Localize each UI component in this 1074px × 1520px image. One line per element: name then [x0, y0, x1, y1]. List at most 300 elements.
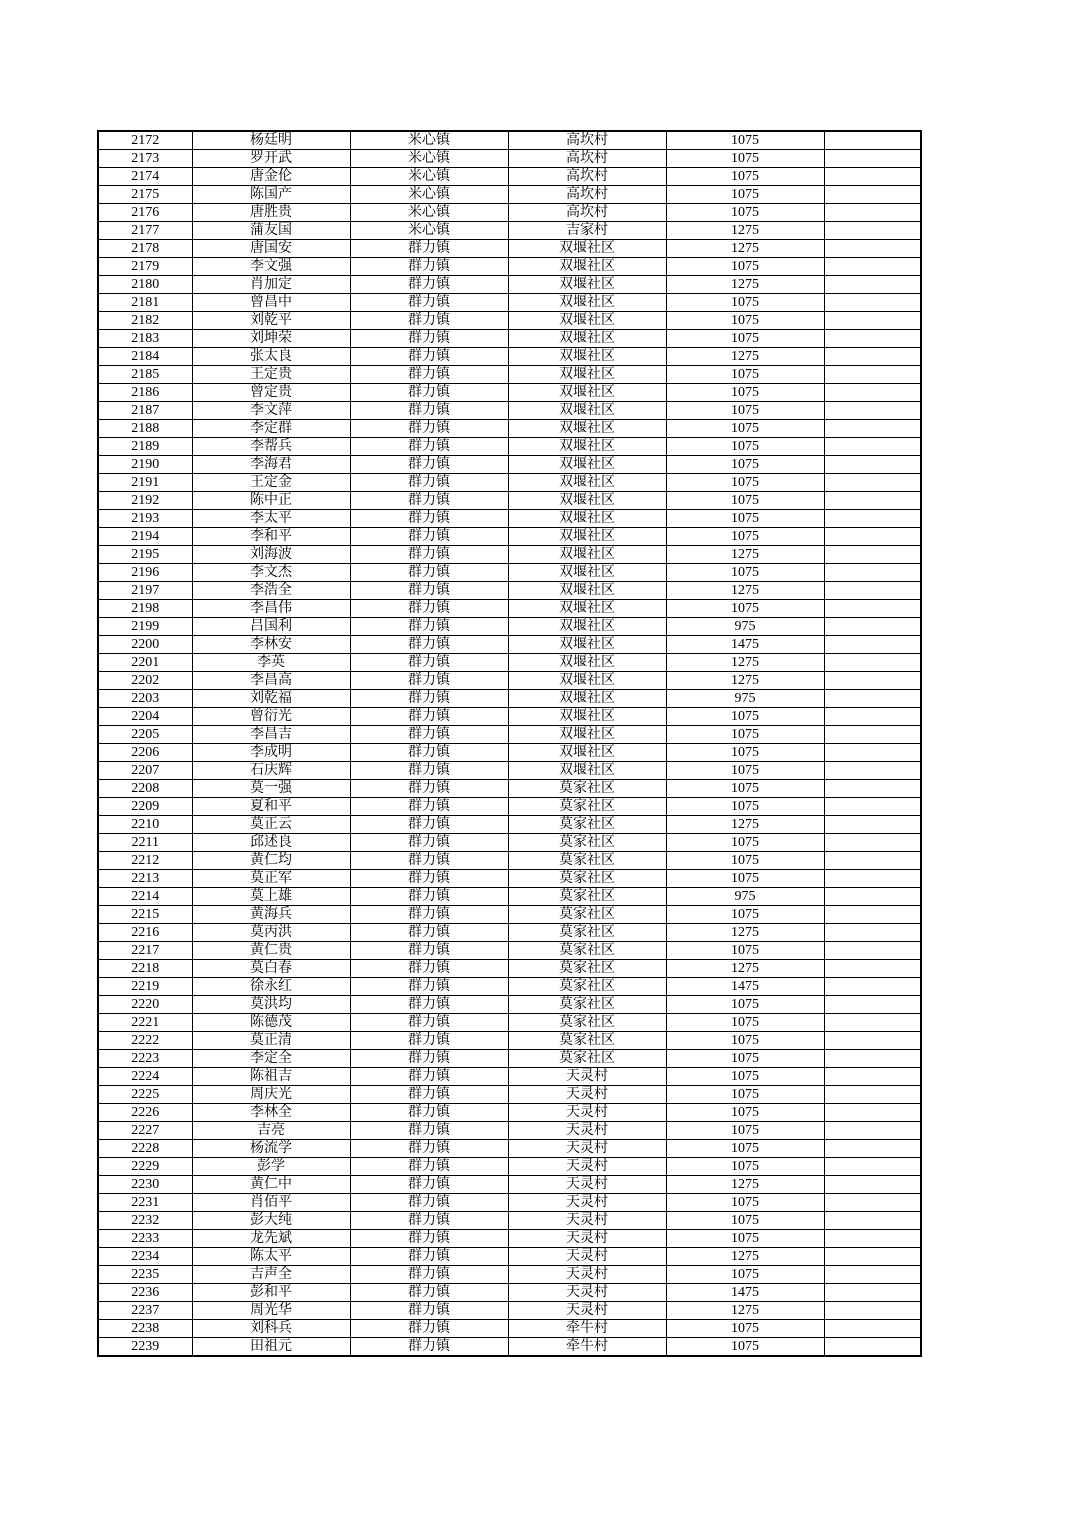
- table-row: [98, 978, 921, 996]
- remark-cell: [824, 348, 921, 366]
- amount-cell: 1075: [666, 492, 824, 510]
- row-number-cell: 2193: [98, 510, 192, 528]
- table-row: [98, 1122, 921, 1140]
- town-cell: 群力镇: [350, 618, 508, 636]
- row-number-cell: 2234: [98, 1248, 192, 1266]
- amount-cell: 1075: [666, 906, 824, 924]
- amount-cell: 1075: [666, 438, 824, 456]
- row-number-cell: 2215: [98, 906, 192, 924]
- remark-cell: [824, 222, 921, 240]
- town-cell: 群力镇: [350, 780, 508, 798]
- table-row: [98, 222, 921, 240]
- amount-cell: 1075: [666, 1140, 824, 1158]
- amount-cell: 1075: [666, 204, 824, 222]
- remark-cell: [824, 384, 921, 402]
- row-number-cell: 2232: [98, 1212, 192, 1230]
- table-row: [98, 186, 921, 204]
- village-cell: 天灵村: [508, 1122, 666, 1140]
- amount-cell: 1075: [666, 294, 824, 312]
- village-cell: 双堰社区: [508, 690, 666, 708]
- name-cell: 莫正军: [192, 870, 350, 888]
- amount-cell: 1075: [666, 726, 824, 744]
- amount-cell: 1275: [666, 654, 824, 672]
- village-cell: 双堰社区: [508, 600, 666, 618]
- row-number-cell: 2217: [98, 942, 192, 960]
- amount-cell: 1075: [666, 1104, 824, 1122]
- amount-cell: 1275: [666, 1176, 824, 1194]
- name-cell: 李定全: [192, 1050, 350, 1068]
- table-row: [98, 942, 921, 960]
- name-cell: 李文杰: [192, 564, 350, 582]
- town-cell: 群力镇: [350, 1320, 508, 1338]
- remark-cell: [824, 744, 921, 762]
- remark-cell: [824, 654, 921, 672]
- town-cell: 群力镇: [350, 1014, 508, 1032]
- village-cell: 天灵村: [508, 1158, 666, 1176]
- amount-cell: 1075: [666, 870, 824, 888]
- remark-cell: [824, 1212, 921, 1230]
- row-number-cell: 2221: [98, 1014, 192, 1032]
- village-cell: 双堰社区: [508, 762, 666, 780]
- table-row: [98, 654, 921, 672]
- town-cell: 群力镇: [350, 1050, 508, 1068]
- remark-cell: [824, 1230, 921, 1248]
- table-row: [98, 1176, 921, 1194]
- village-cell: 双堰社区: [508, 420, 666, 438]
- table-row: [98, 1068, 921, 1086]
- amount-cell: 1075: [666, 168, 824, 186]
- table-row: [98, 870, 921, 888]
- table-row: [98, 1086, 921, 1104]
- name-cell: 唐胜贵: [192, 204, 350, 222]
- name-cell: 黄仁贵: [192, 942, 350, 960]
- table-row: [98, 240, 921, 258]
- remark-cell: [824, 834, 921, 852]
- name-cell: 刘科兵: [192, 1320, 350, 1338]
- town-cell: 群力镇: [350, 348, 508, 366]
- amount-cell: 1075: [666, 131, 824, 150]
- row-number-cell: 2205: [98, 726, 192, 744]
- remark-cell: [824, 852, 921, 870]
- village-cell: 双堰社区: [508, 294, 666, 312]
- amount-cell: 1075: [666, 834, 824, 852]
- name-cell: 李林安: [192, 636, 350, 654]
- row-number-cell: 2206: [98, 744, 192, 762]
- table-row: [98, 528, 921, 546]
- village-cell: 牵牛村: [508, 1320, 666, 1338]
- village-cell: 天灵村: [508, 1194, 666, 1212]
- amount-cell: 975: [666, 618, 824, 636]
- amount-cell: 1075: [666, 1014, 824, 1032]
- name-cell: 周光华: [192, 1302, 350, 1320]
- town-cell: 米心镇: [350, 204, 508, 222]
- table-row: [98, 600, 921, 618]
- name-cell: 陈祖吉: [192, 1068, 350, 1086]
- name-cell: 唐金伦: [192, 168, 350, 186]
- table-row: [98, 636, 921, 654]
- remark-cell: [824, 1284, 921, 1302]
- remark-cell: [824, 131, 921, 150]
- row-number-cell: 2201: [98, 654, 192, 672]
- town-cell: 群力镇: [350, 888, 508, 906]
- row-number-cell: 2204: [98, 708, 192, 726]
- amount-cell: 1075: [666, 150, 824, 168]
- row-number-cell: 2190: [98, 456, 192, 474]
- town-cell: 群力镇: [350, 402, 508, 420]
- amount-cell: 1075: [666, 1230, 824, 1248]
- table-row: [98, 618, 921, 636]
- village-cell: 双堰社区: [508, 636, 666, 654]
- remark-cell: [824, 474, 921, 492]
- remark-cell: [824, 258, 921, 276]
- table-row: [98, 258, 921, 276]
- remark-cell: [824, 438, 921, 456]
- remark-cell: [824, 1086, 921, 1104]
- row-number-cell: 2225: [98, 1086, 192, 1104]
- town-cell: 群力镇: [350, 384, 508, 402]
- row-number-cell: 2211: [98, 834, 192, 852]
- amount-cell: 1275: [666, 1248, 824, 1266]
- village-cell: 双堰社区: [508, 366, 666, 384]
- name-cell: 田祖元: [192, 1338, 350, 1357]
- village-cell: 莫家社区: [508, 798, 666, 816]
- town-cell: 群力镇: [350, 258, 508, 276]
- village-cell: 双堰社区: [508, 492, 666, 510]
- remark-cell: [824, 330, 921, 348]
- amount-cell: 1075: [666, 1086, 824, 1104]
- remark-cell: [824, 1032, 921, 1050]
- row-number-cell: 2212: [98, 852, 192, 870]
- table-row: [98, 888, 921, 906]
- name-cell: 彭和平: [192, 1284, 350, 1302]
- village-cell: 天灵村: [508, 1284, 666, 1302]
- row-number-cell: 2195: [98, 546, 192, 564]
- village-cell: 双堰社区: [508, 672, 666, 690]
- name-cell: 李昌吉: [192, 726, 350, 744]
- amount-cell: 1075: [666, 852, 824, 870]
- name-cell: 张太良: [192, 348, 350, 366]
- remark-cell: [824, 204, 921, 222]
- name-cell: 莫正云: [192, 816, 350, 834]
- row-number-cell: 2178: [98, 240, 192, 258]
- name-cell: 陈中正: [192, 492, 350, 510]
- amount-cell: 1075: [666, 1266, 824, 1284]
- name-cell: 杨廷明: [192, 131, 350, 150]
- row-number-cell: 2214: [98, 888, 192, 906]
- village-cell: 双堰社区: [508, 744, 666, 762]
- name-cell: 黄仁均: [192, 852, 350, 870]
- amount-cell: 975: [666, 888, 824, 906]
- remark-cell: [824, 996, 921, 1014]
- row-number-cell: 2226: [98, 1104, 192, 1122]
- row-number-cell: 2233: [98, 1230, 192, 1248]
- row-number-cell: 2200: [98, 636, 192, 654]
- town-cell: 群力镇: [350, 510, 508, 528]
- row-number-cell: 2210: [98, 816, 192, 834]
- town-cell: 群力镇: [350, 1140, 508, 1158]
- town-cell: 群力镇: [350, 708, 508, 726]
- row-number-cell: 2237: [98, 1302, 192, 1320]
- table-row: [98, 1014, 921, 1032]
- name-cell: 李帮兵: [192, 438, 350, 456]
- name-cell: 吉声全: [192, 1266, 350, 1284]
- amount-cell: 1075: [666, 942, 824, 960]
- amount-cell: 1075: [666, 762, 824, 780]
- amount-cell: 1075: [666, 1122, 824, 1140]
- table-row: [98, 150, 921, 168]
- table-row: [98, 960, 921, 978]
- town-cell: 米心镇: [350, 168, 508, 186]
- amount-cell: 1075: [666, 312, 824, 330]
- remark-cell: [824, 312, 921, 330]
- village-cell: 高坎村: [508, 150, 666, 168]
- remark-cell: [824, 1014, 921, 1032]
- row-number-cell: 2227: [98, 1122, 192, 1140]
- town-cell: 群力镇: [350, 924, 508, 942]
- row-number-cell: 2187: [98, 402, 192, 420]
- row-number-cell: 2239: [98, 1338, 192, 1357]
- amount-cell: 1275: [666, 582, 824, 600]
- table-row: [98, 780, 921, 798]
- village-cell: 双堰社区: [508, 546, 666, 564]
- table-row: [98, 564, 921, 582]
- village-cell: 双堰社区: [508, 456, 666, 474]
- amount-cell: 1075: [666, 384, 824, 402]
- village-cell: 高坎村: [508, 186, 666, 204]
- town-cell: 群力镇: [350, 438, 508, 456]
- town-cell: 群力镇: [350, 1248, 508, 1266]
- town-cell: 群力镇: [350, 276, 508, 294]
- row-number-cell: 2207: [98, 762, 192, 780]
- town-cell: 群力镇: [350, 1302, 508, 1320]
- name-cell: 彭学: [192, 1158, 350, 1176]
- town-cell: 群力镇: [350, 1338, 508, 1357]
- table-row: [98, 816, 921, 834]
- remark-cell: [824, 1050, 921, 1068]
- name-cell: 刘乾平: [192, 312, 350, 330]
- table-row: [98, 330, 921, 348]
- name-cell: 莫正清: [192, 1032, 350, 1050]
- village-cell: 高坎村: [508, 204, 666, 222]
- table-row: [98, 852, 921, 870]
- row-number-cell: 2222: [98, 1032, 192, 1050]
- name-cell: 李成明: [192, 744, 350, 762]
- row-number-cell: 2188: [98, 420, 192, 438]
- remark-cell: [824, 456, 921, 474]
- town-cell: 群力镇: [350, 294, 508, 312]
- table-row: [98, 924, 921, 942]
- village-cell: 莫家社区: [508, 816, 666, 834]
- name-cell: 李定群: [192, 420, 350, 438]
- row-number-cell: 2179: [98, 258, 192, 276]
- town-cell: 群力镇: [350, 1284, 508, 1302]
- row-number-cell: 2218: [98, 960, 192, 978]
- remark-cell: [824, 240, 921, 258]
- row-number-cell: 2209: [98, 798, 192, 816]
- amount-cell: 1075: [666, 600, 824, 618]
- town-cell: 群力镇: [350, 906, 508, 924]
- village-cell: 天灵村: [508, 1230, 666, 1248]
- village-cell: 莫家社区: [508, 924, 666, 942]
- name-cell: 黄仁中: [192, 1176, 350, 1194]
- town-cell: 群力镇: [350, 330, 508, 348]
- table-row: [98, 348, 921, 366]
- remark-cell: [824, 294, 921, 312]
- town-cell: 群力镇: [350, 690, 508, 708]
- village-cell: 双堰社区: [508, 510, 666, 528]
- row-number-cell: 2183: [98, 330, 192, 348]
- village-cell: 高坎村: [508, 168, 666, 186]
- row-number-cell: 2219: [98, 978, 192, 996]
- row-number-cell: 2228: [98, 1140, 192, 1158]
- remark-cell: [824, 780, 921, 798]
- name-cell: 李英: [192, 654, 350, 672]
- town-cell: 群力镇: [350, 492, 508, 510]
- name-cell: 刘坤荣: [192, 330, 350, 348]
- remark-cell: [824, 186, 921, 204]
- name-cell: 徐永红: [192, 978, 350, 996]
- town-cell: 群力镇: [350, 1068, 508, 1086]
- town-cell: 群力镇: [350, 726, 508, 744]
- name-cell: 肖佰平: [192, 1194, 350, 1212]
- town-cell: 群力镇: [350, 978, 508, 996]
- name-cell: 曾定贵: [192, 384, 350, 402]
- town-cell: 米心镇: [350, 222, 508, 240]
- village-cell: 双堰社区: [508, 276, 666, 294]
- remark-cell: [824, 402, 921, 420]
- name-cell: 莫丙洪: [192, 924, 350, 942]
- village-cell: 天灵村: [508, 1248, 666, 1266]
- table-row: [98, 1140, 921, 1158]
- row-number-cell: 2194: [98, 528, 192, 546]
- amount-cell: 1075: [666, 330, 824, 348]
- name-cell: 李浩全: [192, 582, 350, 600]
- table-row: [98, 996, 921, 1014]
- town-cell: 米心镇: [350, 186, 508, 204]
- table-row: [98, 708, 921, 726]
- remark-cell: [824, 1320, 921, 1338]
- amount-cell: 1075: [666, 996, 824, 1014]
- remark-cell: [824, 276, 921, 294]
- row-number-cell: 2180: [98, 276, 192, 294]
- village-cell: 双堰社区: [508, 654, 666, 672]
- table-row: [98, 1032, 921, 1050]
- table-row: [98, 366, 921, 384]
- remark-cell: [824, 924, 921, 942]
- village-cell: 天灵村: [508, 1302, 666, 1320]
- amount-cell: 1075: [666, 744, 824, 762]
- name-cell: 吉亮: [192, 1122, 350, 1140]
- amount-cell: 1275: [666, 924, 824, 942]
- row-number-cell: 2229: [98, 1158, 192, 1176]
- village-cell: 双堰社区: [508, 258, 666, 276]
- village-cell: 莫家社区: [508, 888, 666, 906]
- table-row: [98, 672, 921, 690]
- row-number-cell: 2196: [98, 564, 192, 582]
- amount-cell: 1075: [666, 474, 824, 492]
- town-cell: 群力镇: [350, 1194, 508, 1212]
- row-number-cell: 2198: [98, 600, 192, 618]
- table-row: [98, 726, 921, 744]
- amount-cell: 1075: [666, 798, 824, 816]
- village-cell: 莫家社区: [508, 1032, 666, 1050]
- remark-cell: [824, 726, 921, 744]
- row-number-cell: 2197: [98, 582, 192, 600]
- village-cell: 双堰社区: [508, 384, 666, 402]
- table-row: [98, 131, 921, 150]
- name-cell: 李林全: [192, 1104, 350, 1122]
- remark-cell: [824, 1248, 921, 1266]
- village-cell: 天灵村: [508, 1266, 666, 1284]
- table-row: [98, 168, 921, 186]
- village-cell: 双堰社区: [508, 474, 666, 492]
- row-number-cell: 2185: [98, 366, 192, 384]
- name-cell: 李和平: [192, 528, 350, 546]
- village-cell: 天灵村: [508, 1140, 666, 1158]
- row-number-cell: 2181: [98, 294, 192, 312]
- name-cell: 陈德茂: [192, 1014, 350, 1032]
- town-cell: 群力镇: [350, 636, 508, 654]
- amount-cell: 1475: [666, 978, 824, 996]
- town-cell: 群力镇: [350, 1266, 508, 1284]
- row-number-cell: 2175: [98, 186, 192, 204]
- table-row: [98, 744, 921, 762]
- village-cell: 双堰社区: [508, 330, 666, 348]
- village-cell: 莫家社区: [508, 1014, 666, 1032]
- table-row: [98, 1230, 921, 1248]
- remark-cell: [824, 1194, 921, 1212]
- row-number-cell: 2220: [98, 996, 192, 1014]
- town-cell: 群力镇: [350, 870, 508, 888]
- remark-cell: [824, 1140, 921, 1158]
- town-cell: 群力镇: [350, 996, 508, 1014]
- town-cell: 群力镇: [350, 816, 508, 834]
- amount-cell: 1075: [666, 510, 824, 528]
- town-cell: 群力镇: [350, 528, 508, 546]
- town-cell: 群力镇: [350, 1122, 508, 1140]
- remark-cell: [824, 960, 921, 978]
- name-cell: 刘乾福: [192, 690, 350, 708]
- row-number-cell: 2191: [98, 474, 192, 492]
- row-number-cell: 2224: [98, 1068, 192, 1086]
- name-cell: 罗开武: [192, 150, 350, 168]
- name-cell: 陈太平: [192, 1248, 350, 1266]
- table-row: [98, 1104, 921, 1122]
- village-cell: 天灵村: [508, 1176, 666, 1194]
- remark-cell: [824, 1068, 921, 1086]
- town-cell: 群力镇: [350, 834, 508, 852]
- row-number-cell: 2189: [98, 438, 192, 456]
- town-cell: 群力镇: [350, 1230, 508, 1248]
- village-cell: 双堰社区: [508, 708, 666, 726]
- remark-cell: [824, 1104, 921, 1122]
- village-cell: 莫家社区: [508, 852, 666, 870]
- remark-cell: [824, 888, 921, 906]
- name-cell: 李海君: [192, 456, 350, 474]
- amount-cell: 1275: [666, 276, 824, 294]
- village-cell: 莫家社区: [508, 978, 666, 996]
- name-cell: 黄海兵: [192, 906, 350, 924]
- amount-cell: 1075: [666, 456, 824, 474]
- name-cell: 李昌伟: [192, 600, 350, 618]
- remark-cell: [824, 420, 921, 438]
- town-cell: 米心镇: [350, 131, 508, 150]
- remark-cell: [824, 672, 921, 690]
- table-row: [98, 276, 921, 294]
- town-cell: 群力镇: [350, 546, 508, 564]
- village-cell: 莫家社区: [508, 942, 666, 960]
- remark-cell: [824, 1158, 921, 1176]
